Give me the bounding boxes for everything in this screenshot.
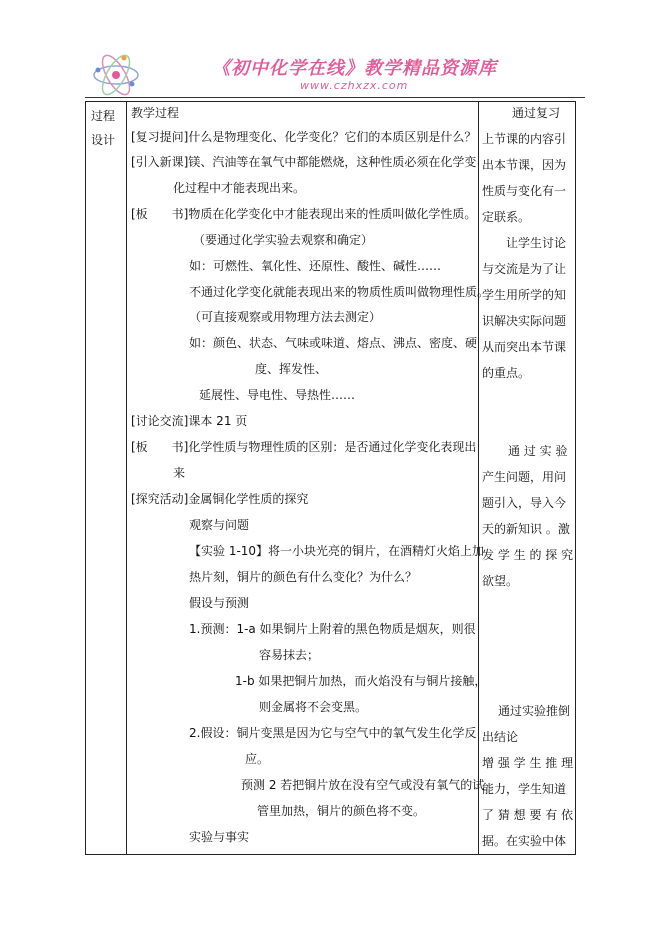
text-line: （要通过化学实验去观察和确定）: [193, 233, 374, 247]
text-line: 容易抹去；: [259, 648, 320, 662]
text-line: [板 书]物质在化学变化中才能表现出来的性质叫做化学性质。: [131, 207, 477, 221]
note-line: 上节课的内容引: [482, 132, 567, 146]
text-line: 管里加热，铜片的颜色将不变。: [257, 804, 426, 818]
note-line: 与交流是为了让: [482, 262, 567, 276]
note-line: 欲望。: [482, 574, 519, 588]
label-line: 过程: [91, 109, 116, 123]
brand-url: www.czhxzx.com: [300, 79, 409, 92]
note-line: 从而突出本节课: [482, 340, 567, 354]
note-line: 的重点。: [482, 366, 531, 380]
note-line: 天的新知识 。激: [482, 522, 570, 536]
note-line: 让学生讨论: [506, 236, 567, 250]
text-line: 实验与事实: [189, 830, 250, 844]
text-line: 延展性、导电性、导热性……: [199, 388, 356, 402]
note-line: 能力，学生知道: [482, 782, 567, 796]
text-line: 1-b 如果把铜片加热，而火焰没有与铜片接触，: [235, 674, 487, 688]
text-line: 则金属将不会变黑。: [259, 700, 368, 714]
note-line: 定联系。: [482, 210, 531, 224]
text-line: 预测 2 若把铜片放在没有空气或没有氧气的试: [241, 778, 485, 792]
process-design-label: [91, 104, 125, 152]
header-banner: [80, 50, 580, 100]
text-line: [板 书]化学性质与物理性质的区别：是否通过化学变化表现出: [131, 440, 477, 454]
note-line: 据。在实验中体: [482, 834, 567, 848]
text-line: 1.预测：1-a 如果铜片上附着的黑色物质是烟灰，则很: [189, 622, 476, 636]
header-divider: [85, 97, 585, 98]
label-line: 设计: [91, 133, 116, 147]
note-line: 增 强 学 生 推 理: [482, 756, 574, 770]
note-line: 出本节课，因为: [482, 158, 567, 172]
text-line: [复习提问]什么是物理变化、化学变化？它们的本质区别是什么？: [131, 130, 477, 144]
text-line: 度、挥发性、: [255, 362, 328, 376]
brand-title: 《初中化学在线》教学精品资源库: [212, 58, 497, 79]
text-line: 2.假设：铜片变黑是因为它与空气中的氧气发生化学反: [189, 726, 477, 740]
note-line: 通过复习: [512, 106, 561, 120]
text-line: 热片刻，铜片的颜色有什么变化？为什么？: [189, 570, 418, 584]
note-line: 性质与变化有一: [482, 184, 567, 198]
note-line: 学生用所学的知: [482, 288, 567, 302]
text-line: [引入新课]镁、汽油等在氧气中都能燃烧，这种性质必须在化学变: [131, 155, 477, 169]
text-line: （可直接观察或用物理方法去测定）: [189, 310, 382, 324]
note-line: 产生问题，用问: [482, 470, 567, 484]
note-line: 了 猜 想 要 有 依: [482, 808, 574, 822]
text-line: 不通过化学变化就能表现出来的物质性质叫做物理性质。: [189, 285, 490, 299]
note-line: 通 过 实 验: [508, 444, 568, 458]
note-line: 识解决实际问题: [482, 314, 567, 328]
column-divider: [126, 102, 127, 854]
text-line: 观察与问题: [189, 518, 250, 532]
note-line: 出结论: [482, 730, 519, 744]
text-line: [讨论交流]课本 21 页: [131, 414, 248, 428]
text-line: 【实验 1-10】将一小块光亮的铜片，在酒精灯火焰上加: [189, 544, 485, 558]
column-heading: 教学过程: [131, 106, 180, 120]
text-line: 假设与预测: [189, 596, 250, 610]
text-line: 化过程中才能表现出来。: [173, 181, 306, 195]
note-line: 发 学 生 的 探 究: [482, 548, 574, 562]
text-line: 如：可燃性、氧化性、还原性、酸性、碱性……: [189, 259, 442, 273]
text-line: 如：颜色、状态、气味或味道、熔点、沸点、密度、硬: [189, 336, 478, 350]
text-line: 应。: [245, 752, 270, 766]
note-line: 题引入，导入今: [482, 496, 567, 510]
note-line: 通过实验推倒: [498, 704, 571, 718]
text-line: [探究活动]金属铜化学性质的探究: [131, 492, 309, 506]
column-divider: [478, 102, 479, 854]
text-line: 来: [173, 466, 186, 480]
molecule-logo-icon: [88, 52, 144, 98]
